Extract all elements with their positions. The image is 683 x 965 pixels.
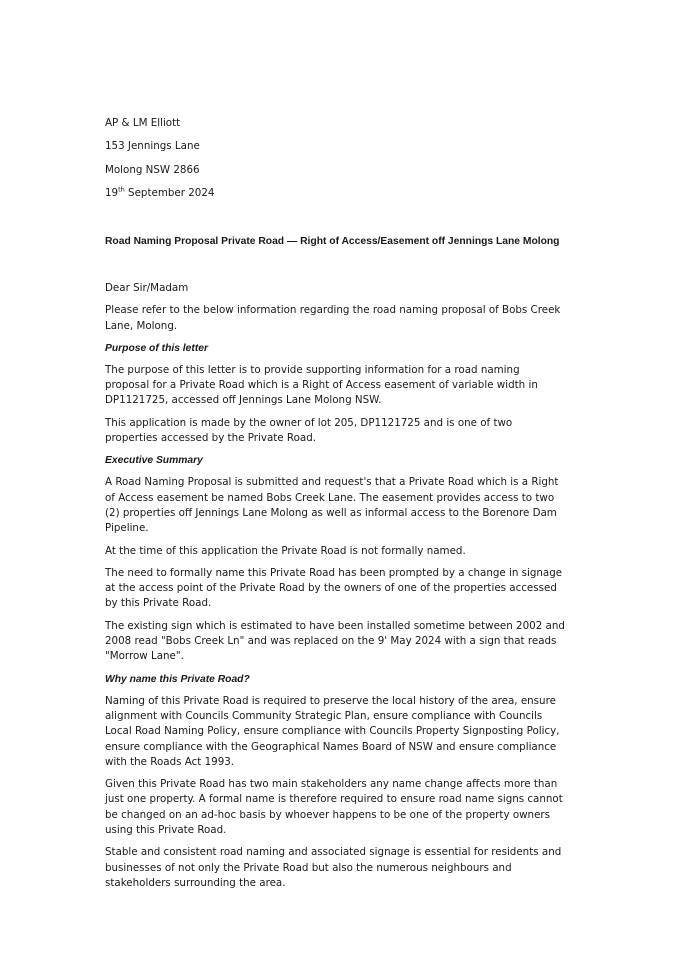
date-month-year: September 2024 [124,187,215,199]
summary-paragraph-4: The existing sign which is estimated to have been installed sometime between 2002 and 2008 read "Bobs Creek Ln" and was replaced on the 9' May 2024 with a sign that reads "Morrow Lane". [105,619,565,663]
date-suffix: th [118,185,125,194]
sender-town: Molong NSW 2866 [105,164,200,176]
purpose-paragraph-2: This application is made by the owner of lot 205, DP1121725 and is one of two properties accessed by the Private Road. [105,416,513,445]
letter-body [105,281,567,898]
summary-paragraph-1: A Road Naming Proposal is submitted and request's that a Private Road which is a Right of Access easement be named Bobs Creek Lane. The easement provides access to two (2) properties off Jennings Lane Molong as well as informal access to the Borenore Dam Pipeline. [105,476,559,535]
sender-name: AP & LM Elliott [105,117,181,129]
why-paragraph-1: Naming of this Private Road is required to preserve the local history of the area, ensure alignment with Councils Community Strategic Plan, ensure compliance with Councils Local Road Naming Policy, ensure compliance with Councils Property Signposting Policy, ensure compliance with the Geographical Names Board of NSW and ensure compliance with the Roads Act 1993. [105,694,560,768]
why-paragraph-2: Given this Private Road has two main stakeholders any name change affects more than just one property. A formal name is therefore required to ensure road name signs cannot be changed on an ad-hoc basis by whoever happens to be one of the property owners using this Private Road. [105,778,563,837]
sender-street: 153 Jennings Lane [105,140,200,152]
letter-subject: Road Naming Proposal Private Road — Right of Access/Easement off Jennings Lane Molong [105,236,560,247]
intro-paragraph: Please refer to the below information regarding the road naming proposal of Bobs Creek Lane, Molong. [105,304,561,332]
summary-paragraph-3: The need to formally name this Private Road has been prompted by a change in signage at the access point of the Private Road by the owners of one of the properties accessed by this Private Road. [105,566,563,610]
section-heading-purpose: Purpose of this letter [105,342,208,354]
why-paragraph-3: Stable and consistent road naming and associated signage is essential for residents and businesses of not only the Private Road but also the numerous neighbours and stakeholders surrounding the area. [105,846,562,889]
summary-paragraph-2: At the time of this application the Private Road is not formally named. [105,544,466,557]
section-heading-why-name: Why name this Private Road? [105,673,250,685]
purpose-paragraph-1: The purpose of this letter is to provide supporting information for a road naming proposal for a Private Road which is a Right of Access easement of variable width in DP1121725, accessed off Jennings Lane Molong NSW. [105,363,538,407]
salutation: Dear Sir/Madam [105,282,189,294]
letter-date [105,187,214,200]
section-heading-executive-summary: Executive Summary [105,455,203,467]
date-day: 19 [105,187,119,199]
